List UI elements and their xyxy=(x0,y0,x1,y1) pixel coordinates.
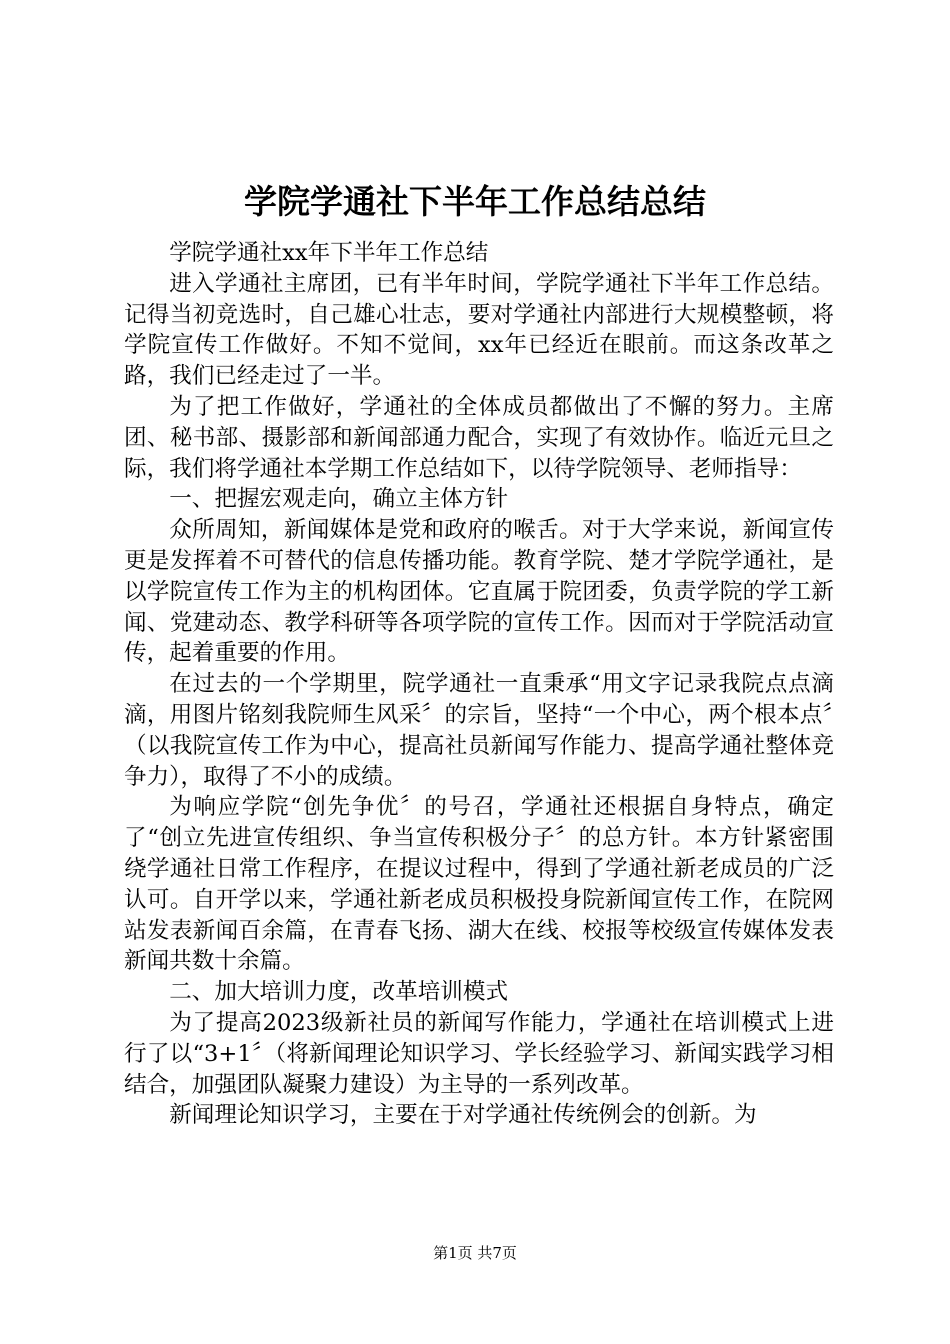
paragraph: 众所周知，新闻媒体是党和政府的喉舌。对于大学来说，新闻宣传更是发挥着不可替代的信息传播功能。教育学院、楚才学院学通社，是以学院宣传工作为主的机构团体。它直属于院团委，负责学院的学工新闻、党建动态、教学科研等各项学院的宣传工作。因而对于学院活动宣传，起着重要的作用。 xyxy=(124,517,834,667)
paragraph: 为响应学院“创先争优〞的号召，学通社还根据自身特点，确定了“创立先进宣传组织、争当宣传积极分子〞的总方针。本方针紧密围绕学通社日常工作程序，在提议过程中，得到了学通社新老成员的广泛认可。自开学以来，学通社新老成员积极投身院新闻宣传工作，在院网站发表新闻百余篇，在青春飞扬、湖大在线、校报等校级宣传媒体发表新闻共数十余篇。 xyxy=(124,794,834,975)
paragraph: 为了提高2023级新社员的新闻写作能力，学通社在培训模式上进行了以“3+1〞（将新闻理论知识学习、学长经验学习、新闻实践学习相结合，加强团队凝聚力建设）为主导的一系列改革。 xyxy=(124,1009,834,1098)
paragraph: 新闻理论知识学习，主要在于对学通社传统例会的创新。为 xyxy=(169,1102,757,1129)
section-heading: 二、加大培训力度，改革培训模式 xyxy=(169,979,509,1006)
paragraph: 进入学通社主席团，已有半年时间，学院学通社下半年工作总结。记得当初竞选时，自己雄心壮志，要对学通社内部进行大规模整顿，将学院宣传工作做好。不知不觉间，xx年已经近在眼前。而这条改革之路，我们已经走过了一半。 xyxy=(124,270,834,390)
document-body xyxy=(124,238,834,1131)
document-title: 学院学通社下半年工作总结总结 xyxy=(244,182,706,221)
paragraph: 为了把工作做好，学通社的全体成员都做出了不懈的努力。主席团、秘书部、摄影部和新闻部通力配合，实现了有效协作。临近元旦之际，我们将学通社本学期工作总结如下，以待学院领导、老师指导： xyxy=(124,393,834,482)
page-footer: 第1页 共7页 xyxy=(433,1244,517,1262)
paragraph: 在过去的一个学期里，院学通社一直秉承“用文字记录我院点点滴滴，用图片铭刻我院师生风采〞的宗旨，坚持“一个中心，两个根本点〞（以我院宣传工作为中心，提高社员新闻写作能力、提高学通社整体竞争力），取得了不小的成绩。 xyxy=(124,671,834,790)
section-heading: 一、把握宏观走向，确立主体方针 xyxy=(169,486,509,513)
paragraph-subtitle: 学院学通社xx年下半年工作总结 xyxy=(169,240,489,266)
